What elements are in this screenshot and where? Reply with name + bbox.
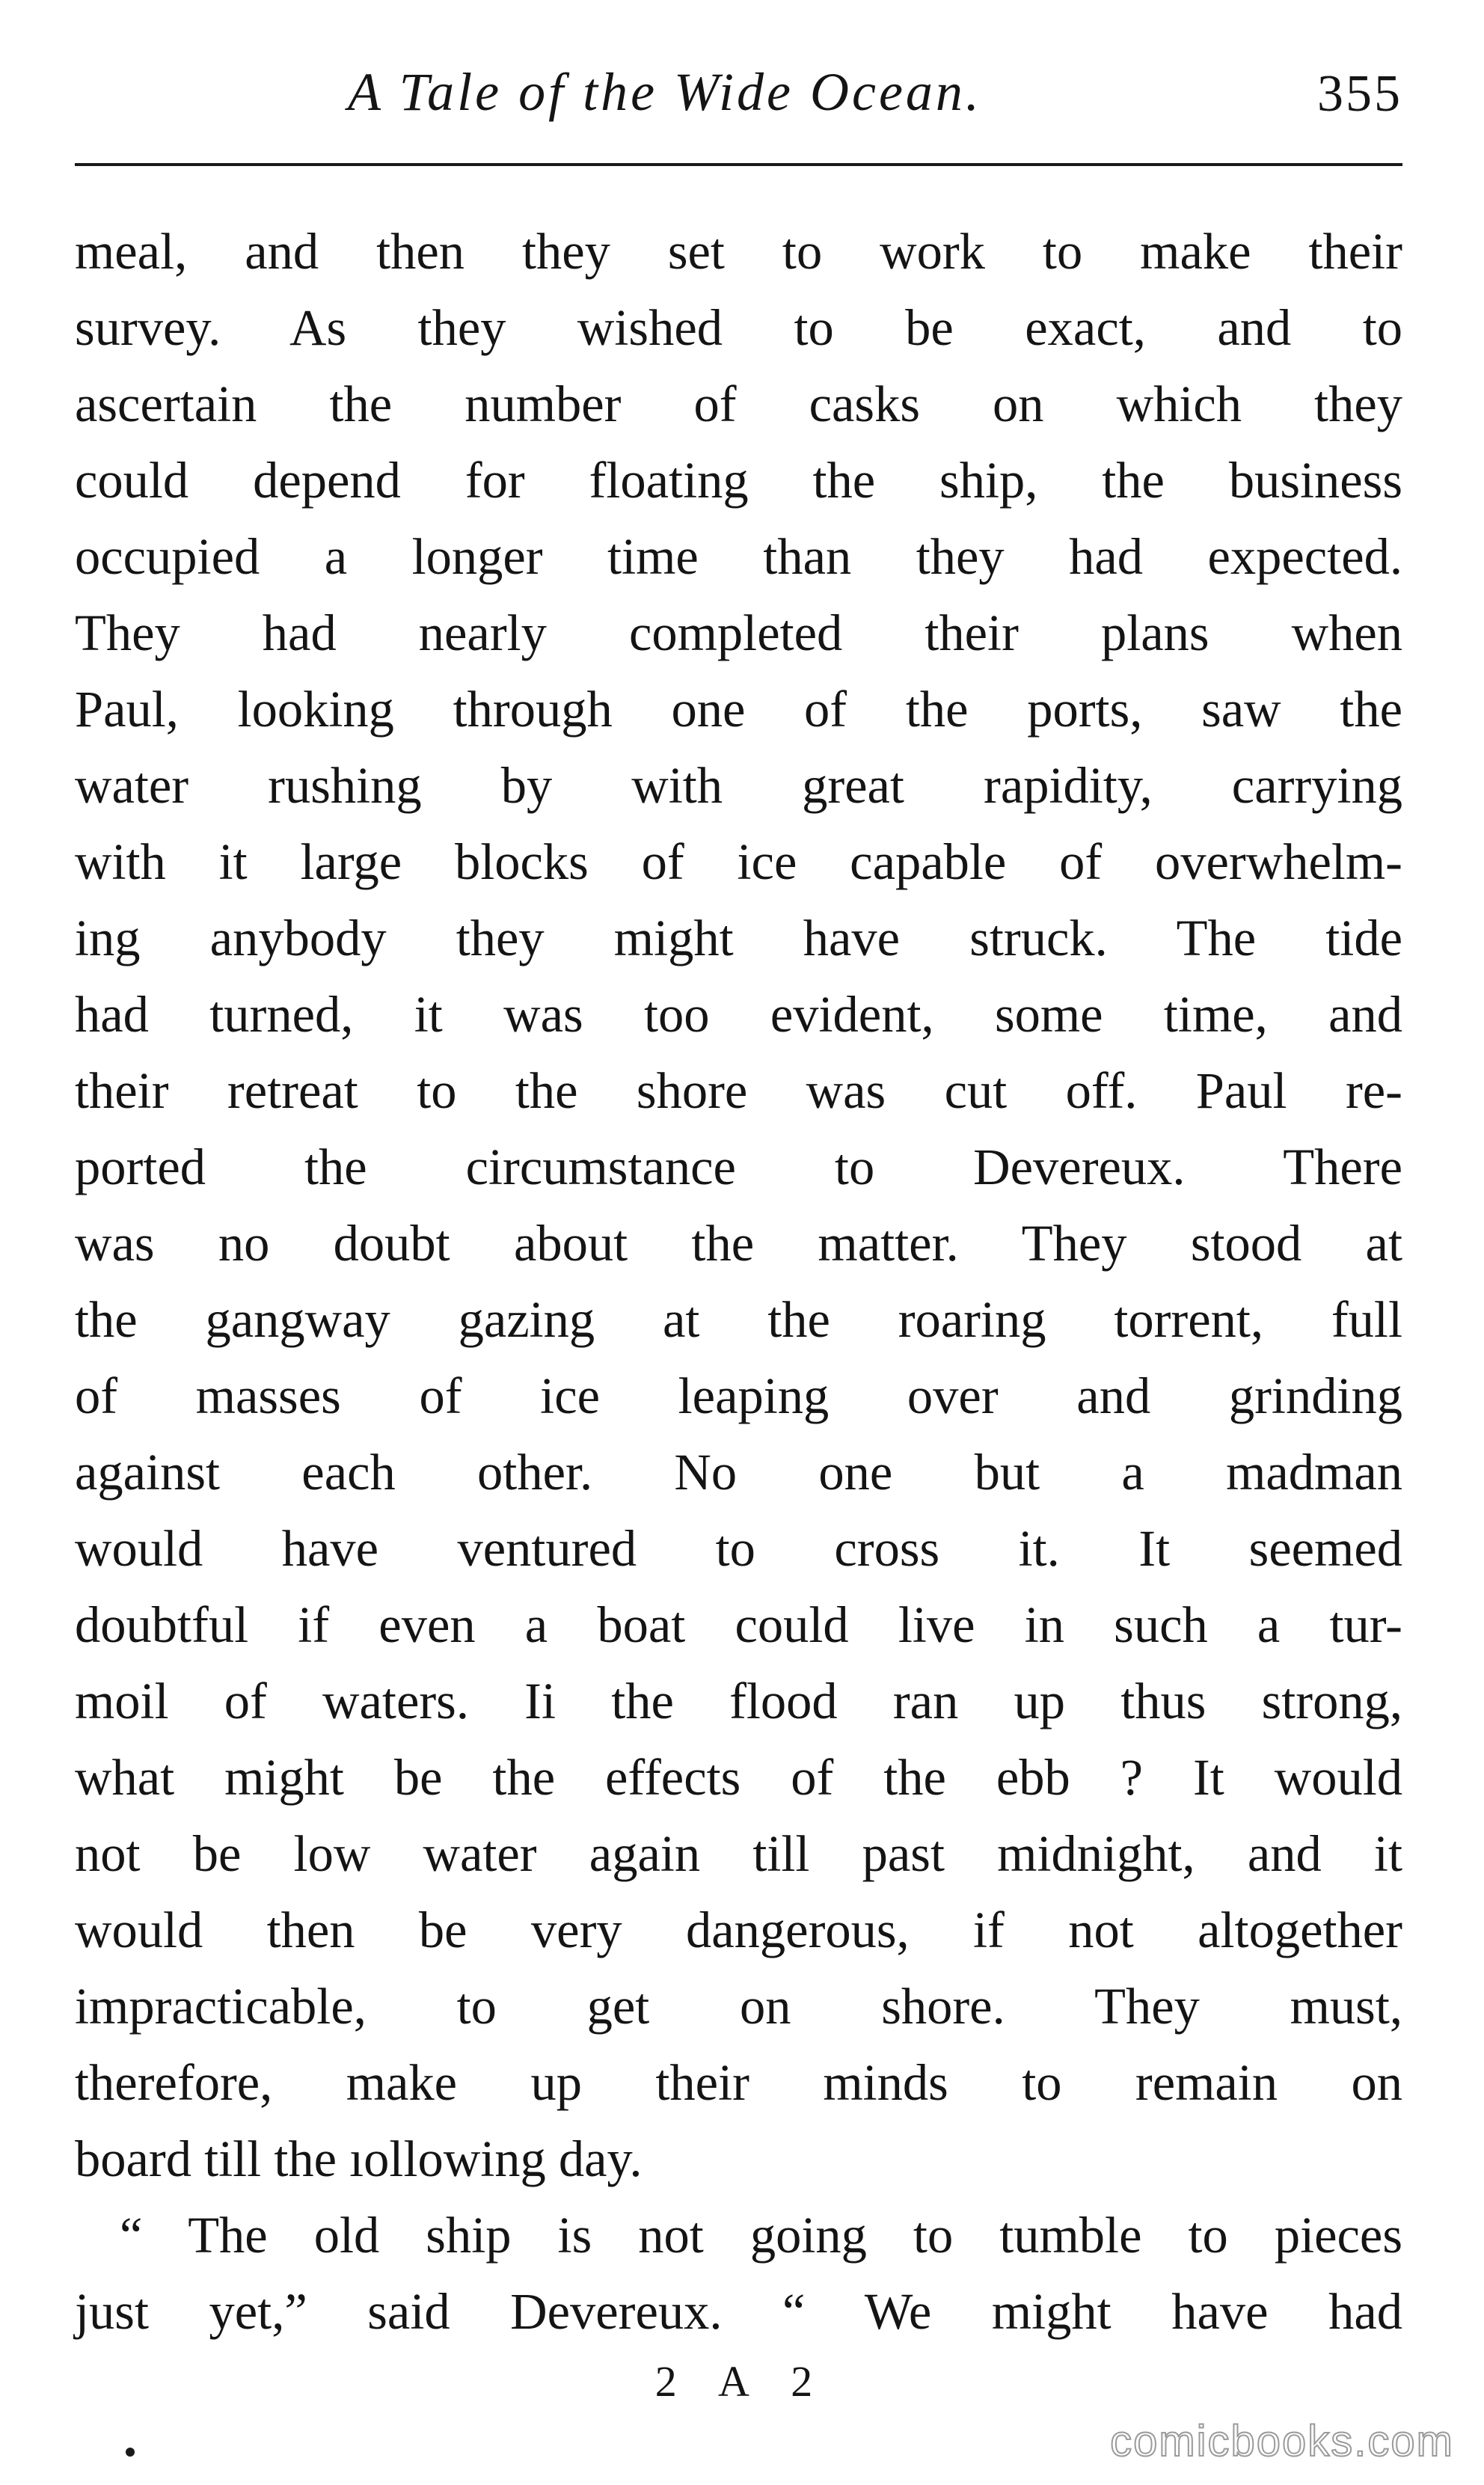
text-line: impracticable, to get on shore. They must,: [75, 1978, 1402, 2035]
running-title: A Tale of the Wide Ocean.: [348, 62, 982, 122]
header-rule: [75, 163, 1402, 166]
text-line: doubtful if even a boat could live in such a tur-: [75, 1596, 1402, 1653]
text-line: had turned, it was too evident, some time, and: [75, 986, 1402, 1043]
page-header: [71, 61, 1402, 144]
signature-mark: 2 A 2: [654, 2357, 830, 2406]
text-line: ascertain the number of casks on which they: [75, 376, 1402, 432]
text-line: not be low water again till past midnight, and it: [75, 1825, 1402, 1882]
text-line: would then be very dangerous, if not altogether: [75, 1902, 1402, 1958]
text-line: They had nearly completed their plans when: [75, 604, 1402, 661]
text-line: water rushing by with great rapidity, carrying: [75, 757, 1402, 814]
text-line: ing anybody they might have struck. The tide: [75, 910, 1402, 966]
watermark: comicbooks.com: [1110, 2417, 1454, 2466]
text-line: Paul, looking through one of the ports, saw the: [75, 681, 1402, 738]
text-line: ported the circumstance to Devereux. There: [75, 1139, 1402, 1195]
text-line: therefore, make up their minds to remain on: [75, 2054, 1402, 2111]
body-text: [75, 213, 1402, 2350]
page-number: 355: [1317, 65, 1402, 123]
text-line: against each other. No one but a madman: [75, 1444, 1402, 1501]
text-line: with it large blocks of ice capable of overwhelm-: [75, 833, 1402, 890]
text-line: would have ventured to cross it. It seemed: [75, 1520, 1402, 1577]
text-line: what might be the effects of the ebb ? It would: [75, 1749, 1402, 1806]
text-line: was no doubt about the matter. They stood at: [75, 1215, 1402, 1272]
text-line: the gangway gazing at the roaring torrent, full: [75, 1291, 1402, 1348]
paragraph-last-line: board till the ıollowing day.: [75, 2130, 643, 2187]
text-line: of masses of ice leaping over and grinding: [75, 1367, 1402, 1424]
text-line: survey. As they wished to be exact, and to: [75, 299, 1402, 356]
text-line: occupied a longer time than they had expected.: [75, 528, 1402, 585]
text-line: “ The old ship is not going to tumble to pieces: [120, 2207, 1402, 2264]
text-line: meal, and then they set to work to make their: [75, 223, 1402, 280]
text-line: their retreat to the shore was cut off. Paul re-: [75, 1062, 1402, 1119]
ink-speck: [126, 2448, 135, 2457]
text-line: just yet,” said Devereux. “ We might have had: [75, 2283, 1402, 2340]
text-line: could depend for floating the ship, the business: [75, 452, 1402, 509]
text-line: moil of waters. Ii the flood ran up thus strong,: [75, 1673, 1402, 1729]
